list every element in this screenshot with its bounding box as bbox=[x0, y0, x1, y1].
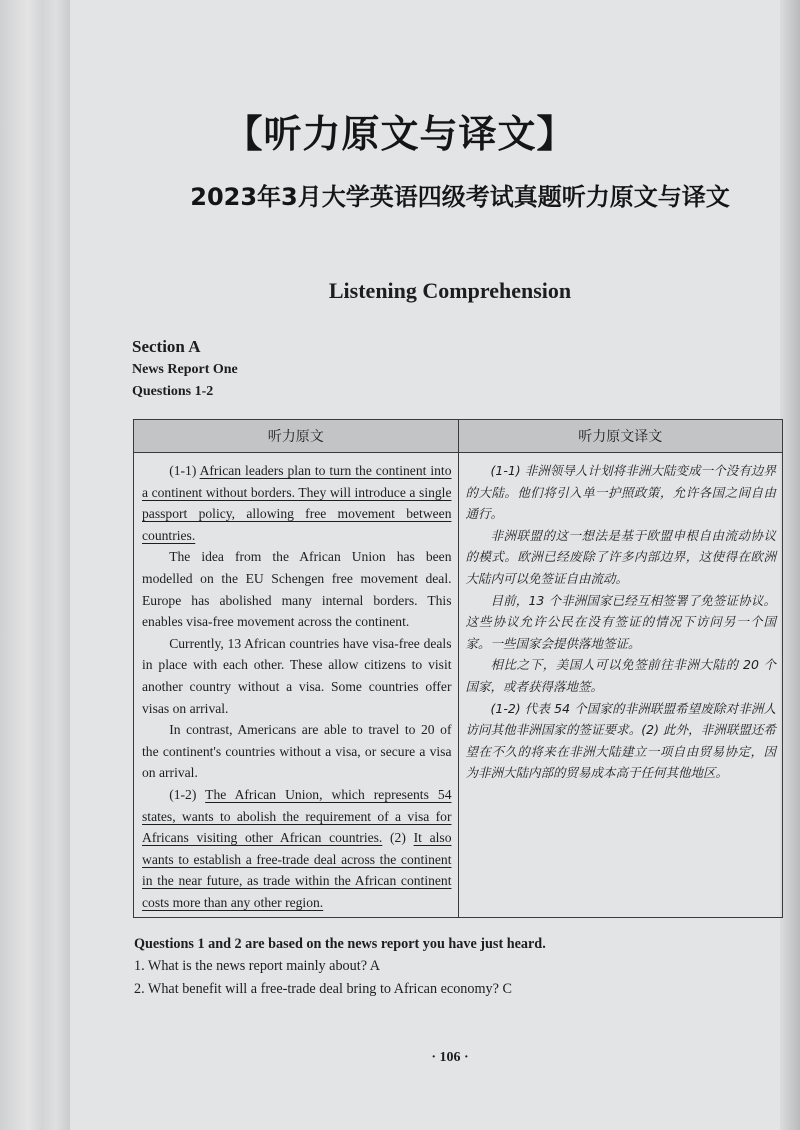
translation-paragraph: (1-2) 代表 54 个国家的非洲联盟希望废除对非洲人访问其他非洲国家的签证要求。(2) 此外，非洲联盟还希望在不久的将来在非洲大陆建立一项自由贸易协定，因为非洲大陆内部的贸易成本高于任何其他地区。 bbox=[465, 700, 776, 781]
transcript-paragraph: The idea from the African Union has been modelled on the EU Schengen free movement deal. Europe has abolished many internal borders. This enables visa-free movement across the continent. bbox=[142, 549, 452, 630]
underlined-answer-text: African leaders plan to turn the continent into a continent without borders. They will introduce a single passport policy, allowing free movement between countries. bbox=[142, 463, 452, 543]
section-label: Section A bbox=[132, 337, 201, 356]
page-right-edge bbox=[780, 0, 800, 1130]
question-marker: (2) bbox=[382, 830, 414, 846]
book-spine-edge bbox=[0, 0, 70, 1130]
underlined-answer-text: The African Union, which represents 54 states, wants to abolish the requirement of a visa for Africans visiting other African countries. bbox=[142, 786, 452, 846]
translation-paragraph: 目前，13 个非洲国家已经互相签署了免签证协议。这些协议允许公民在没有签证的情况下访问另一个国家。一些国家会提供落地签证。 bbox=[465, 592, 776, 651]
questions-heading: Questions 1 and 2 are based on the news report you have just heard. bbox=[134, 936, 546, 952]
news-report-label: News Report One bbox=[132, 362, 238, 377]
listening-heading: Listening Comprehension bbox=[328, 278, 572, 303]
transcript-paragraph bbox=[142, 460, 452, 546]
question-item: 2. What benefit will a free-trade deal bring to African economy? C bbox=[134, 981, 512, 997]
transcript-paragraph: Currently, 13 African countries have visa-free deals in place with each other. These allow citizens to visit another country without a visa. Some countries offer visas on arrival. bbox=[142, 635, 452, 716]
page-number: · 106 · bbox=[431, 1050, 469, 1065]
question-marker: (1-2) bbox=[169, 786, 206, 802]
underlined-answer-text: It also wants to establish a free-trade deal across the continent in the near future, as trade within the African continent costs more than any other region. bbox=[142, 830, 452, 910]
transcript-paragraph: In contrast, Americans are able to travel to 20 of the continent's countries without a visa, or secure a visa on arrival. bbox=[142, 722, 452, 781]
question-item: 1. What is the news report mainly about? A bbox=[134, 958, 380, 974]
translation-paragraph: 非洲联盟的这一想法是基于欧盟申根自由流动协议的模式。欧洲已经废除了许多内部边界，这使得在欧洲大陆内可以免签证自由流动。 bbox=[465, 527, 776, 586]
translation-paragraph: (1-1) 非洲领导人计划将非洲大陆变成一个没有边界的大陆。他们将引入单一护照政策，允许各国之间自由通行。 bbox=[465, 463, 776, 522]
question-marker: (1-1) bbox=[169, 463, 200, 478]
questions-range-label: Questions 1-2 bbox=[132, 384, 214, 399]
transcript-paragraph bbox=[142, 784, 452, 914]
column-header-original: 听力原文 bbox=[134, 420, 459, 453]
chinese-translation-cell bbox=[458, 453, 783, 918]
sub-title: 2023年3月大学英语四级考试真题听力原文与译文 bbox=[190, 183, 730, 211]
translation-paragraph: 相比之下，美国人可以免签前往非洲大陆的 20 个国家，或者获得落地签。 bbox=[465, 657, 776, 694]
transcript-table bbox=[133, 419, 783, 918]
main-title: 【听力原文与译文】 bbox=[224, 112, 576, 156]
column-header-translation: 听力原文译文 bbox=[458, 420, 783, 453]
english-transcript-cell bbox=[134, 453, 459, 918]
